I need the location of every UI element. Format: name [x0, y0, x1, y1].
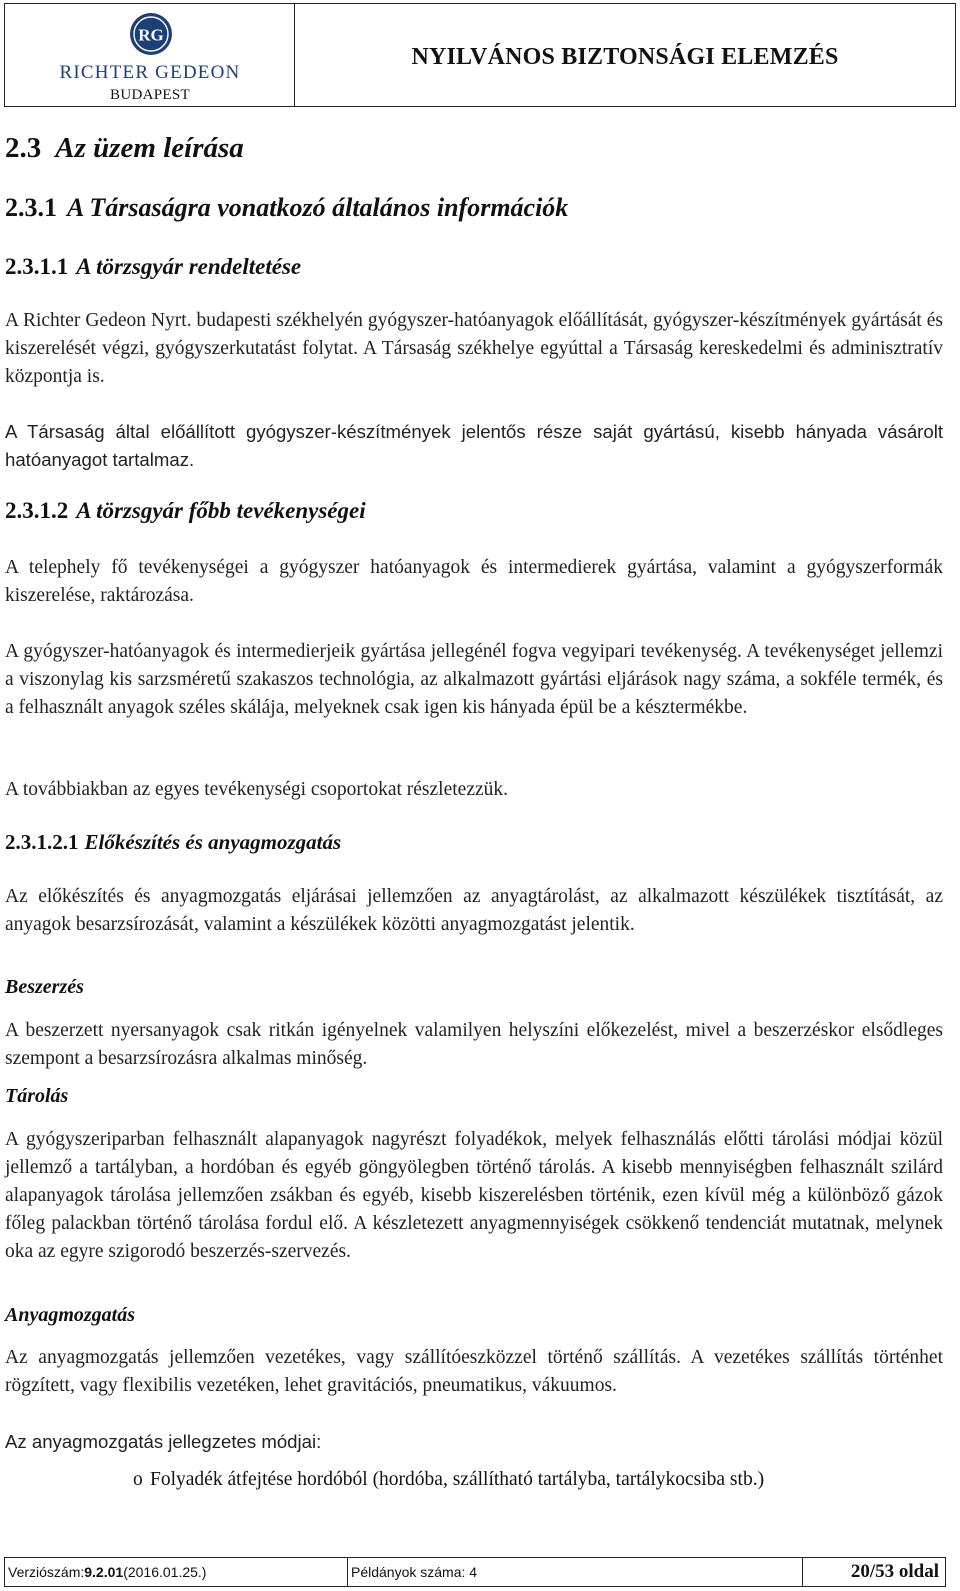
heading-number: 2.3.1.1 [5, 254, 69, 279]
page-number: 20/53 oldal [850, 1561, 939, 1582]
paragraph-tevekenysegek-2: A gyógyszer-hatóanyagok és intermedierjeik gyártása jellegénél fogva vegyipari tevékenység. A tevékenységet jellemzi a viszonylag kis sarzsméretű szakaszos technológia, az alkalmazott gyártási eljárások nagy száma, a sokféle termék, és a felhasznált anyagok széles skálája, melyeknek csak igen kis hányada épül be a késztermékbe. [5, 641, 943, 718]
subhead-beszerzes: Beszerzés [5, 976, 84, 998]
footer-version [5, 1558, 348, 1586]
subsection-title: A Társaságra vonatkozó általános információk [67, 193, 569, 222]
paragraph-elokeszites: Az előkészítés és anyagmozgatás eljárásai jellemzően az anyagtárolást, az alkalmazott készülékek tisztítását, az anyagok besarzsírozását, valamint a készülékek közötti anyagmozgatást jelentik. [5, 886, 943, 935]
page-footer [4, 1557, 946, 1587]
paragraph-rendeltetes-2: A Társaság által előállított gyógyszer-készítmények jelentős része saját gyártású, kisebb hányada vásárolt hatóanyagot tartalmaz. [5, 421, 943, 470]
heading-2-3-1-1 [5, 254, 301, 280]
paragraph-anyagmozgatas: Az anyagmozgatás jellemzően vezetékes, vagy szállítóeszközzel történő szállítás. A vezetékes szállítás történhet rögzített, vagy flexibilis vezetéken, lehet gravitációs, pneumatikus, vákuumos. [5, 1347, 943, 1396]
company-name: RICHTER GEDEON [59, 62, 241, 83]
subhead-tarolas: Tárolás [5, 1085, 69, 1107]
heading-title: A törzsgyár főbb tevékenységei [76, 498, 366, 523]
section-title: Az üzem leírása [55, 132, 244, 164]
version-label: Verziószám: [8, 1564, 85, 1580]
section-number: 2.3 [5, 132, 42, 164]
paragraph-tarolas: A gyógyszeriparban felhasznált alapanyagok nagyrészt folyadékok, melyek felhasználás előtti tárolási módjai közül jellemző a tartályban, a hordóban és egyéb göngyölegben történő tárolás. A kisebb mennyiségben felhasznált szilárd alapanyagok tárolása jellemzően zsákban és egyéb, kisebb kiszerelésben történik, ezen kívül még a különböző gázok főleg palackban történő tárolása fordul elő. A készletezett anyagmennyiségek csökkenő tendenciát mutatnak, melynek oka az egyre szigorodó beszerzés-szervezés. [5, 1129, 943, 1262]
version-date: (2016.01.25.) [123, 1564, 207, 1580]
version-value: 9.2.01 [84, 1564, 124, 1580]
bullet-marker: o [133, 1469, 143, 1490]
company-city: BUDAPEST [110, 87, 190, 103]
page-header [4, 3, 956, 107]
subsection-heading [5, 193, 568, 223]
heading-number: 2.3.1.2 [5, 498, 69, 523]
subsection-number: 2.3.1 [5, 193, 57, 222]
heading-number: 2.3.1.2.1 [5, 830, 79, 854]
heading-2-3-1-2-1 [5, 830, 341, 855]
heading-title: Előkészítés és anyagmozgatás [84, 830, 342, 854]
paragraph-modok-intro: Az anyagmozgatás jellegzetes módjai: [5, 1431, 322, 1452]
paragraph-rendeltetes-1: A Richter Gedeon Nyrt. budapesti székhelyén gyógyszer-hatóanyagok előállítását, gyógyszer-készítmények gyártását és kiszerelését végzi, gyógyszerkutatást folytat. A Társaság székhelye egyúttal a Társaság kereskedelmi és adminisztratív központja is. [5, 310, 943, 387]
footer-copies: Példányok száma: 4 [348, 1558, 803, 1586]
paragraph-tevekenysegek-3: A továbbiakban az egyes tevékenységi csoportokat részletezzük. [5, 779, 509, 800]
heading-2-3-1-2 [5, 498, 366, 524]
logo-initials: RG [138, 25, 164, 45]
paragraph-tevekenysegek-1: A telephely fő tevékenységei a gyógyszer hatóanyagok és intermedierek gyártása, valamint a gyógyszerformák kiszerelése, raktározása. [5, 557, 943, 606]
section-heading [5, 132, 244, 165]
company-logo [5, 4, 295, 106]
list-item-text: Folyadék átfejtése hordóból (hordóba, szállítható tartályba, tartálykocsiba stb.) [150, 1469, 765, 1490]
heading-title: A törzsgyár rendeltetése [76, 254, 302, 279]
richter-logo-icon [129, 12, 173, 56]
subhead-anyagmozgatas: Anyagmozgatás [5, 1304, 136, 1326]
paragraph-beszerzes: A beszerzett nyersanyagok csak ritkán igényelnek valamilyen helyszíni előkezelést, mivel a beszerzéskor elsődleges szempont a besarzsírozásra alkalmas minőség. [5, 1020, 943, 1069]
document-title: NYILVÁNOS BIZTONSÁGI ELEMZÉS [411, 43, 839, 70]
